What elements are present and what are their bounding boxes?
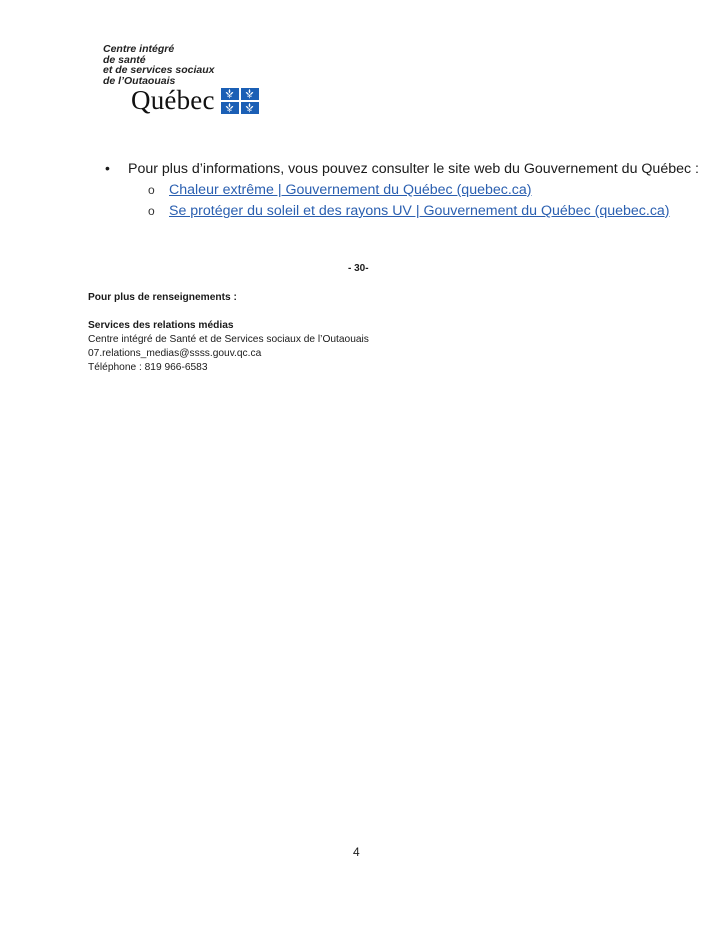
org-line: Centre intégré xyxy=(103,43,175,55)
org-line: de santé xyxy=(103,53,146,66)
bullet-text: Pour plus d’informations, vous pouvez consulter le site web du Gouvernement du Québec : xyxy=(128,161,699,177)
spacer xyxy=(88,305,369,319)
circle-bullet-icon: o xyxy=(148,183,155,197)
page-number: 4 xyxy=(353,845,360,859)
organization-name xyxy=(103,44,259,86)
fleur-de-lis-icon xyxy=(241,88,259,100)
email-address: 07.relations_medias@ssss.gouv.qc.ca xyxy=(88,348,262,359)
fleur-de-lis-icon xyxy=(221,102,239,114)
sub-bullet-item xyxy=(148,203,699,219)
quebec-wordmark-row xyxy=(131,87,259,114)
logo xyxy=(103,44,259,114)
organization-line: Centre intégré de Santé et de Services sociaux de l’Outaouais xyxy=(88,334,369,345)
phone-number: Téléphone : 819 966-6583 xyxy=(88,362,208,373)
contact-heading: Pour plus de renseignements : xyxy=(88,292,237,303)
bullet-item xyxy=(105,160,699,177)
contact-block xyxy=(88,291,369,375)
bullet-icon: • xyxy=(105,160,110,176)
quebec-wordmark: Québec xyxy=(131,85,215,115)
link-chaleur-extreme[interactable]: Chaleur extrême | Gouvernement du Québec (quebec.ca) xyxy=(169,182,532,198)
fleur-de-lis-icon xyxy=(221,88,239,100)
service-name: Services des relations médias xyxy=(88,320,234,331)
circle-bullet-icon: o xyxy=(148,204,155,218)
org-line: de l’Outaouais xyxy=(103,74,176,87)
fleur-de-lis-flag-icon xyxy=(221,88,259,114)
link-proteger-soleil[interactable]: Se protéger du soleil et des rayons UV | Gouvernement du Québec (quebec.ca) xyxy=(169,203,670,219)
org-line: et de services sociaux xyxy=(103,64,215,76)
fleur-de-lis-icon xyxy=(241,102,259,114)
sub-bullet-item xyxy=(148,182,699,198)
info-bullet-list xyxy=(105,160,699,219)
end-marker: - 30- xyxy=(348,263,369,274)
